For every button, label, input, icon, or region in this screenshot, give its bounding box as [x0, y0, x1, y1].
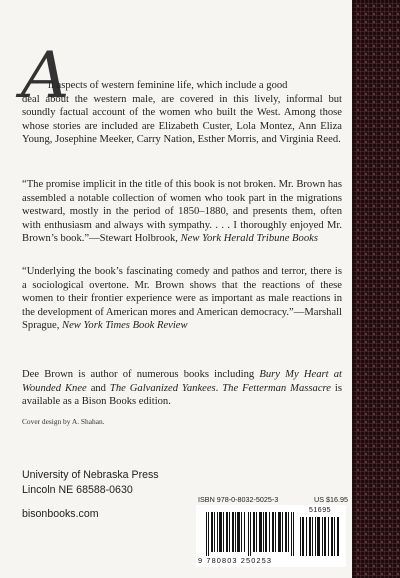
book-title: The Galvanized Yankees — [109, 382, 216, 394]
price-label: US $16.95 — [314, 495, 348, 504]
review-quote-text: “The promise implicit in the title of this book is not broken. Mr. Brown has assembled a notable collection of women who took part in the migrations westward, mostly in the period of 1850–1880, and presents them, often with enthusiasm and always with sympathy. . . . I thoroughly enjoyed Mr. Brown’s book.”—Stewart Holbrook, — [22, 179, 342, 245]
author-bio-text: and — [90, 382, 106, 394]
review-quote-holbrook — [22, 178, 342, 246]
review-quote-sprague — [22, 265, 342, 333]
book-title: Bury My Heart at Wounded Knee — [22, 369, 342, 394]
book-title: The Fetterman Massacre — [222, 382, 331, 394]
author-bio-paragraph — [22, 368, 342, 409]
publisher-block — [22, 468, 159, 522]
description-paragraph — [22, 79, 342, 147]
barcode — [196, 505, 346, 567]
publisher-name: University of Nebraska Press — [22, 469, 159, 481]
barcode-main-bars — [206, 512, 294, 556]
barcode-addon-bars — [300, 517, 340, 556]
description-first-line: ll aspects of western feminine life, which include a good — [48, 80, 288, 91]
publisher-address: Lincoln NE 68588-0630 — [22, 484, 133, 496]
decorative-pattern-band — [352, 0, 400, 578]
author-bio-text: Dee Brown is author of numerous books including — [22, 369, 255, 380]
isbn-number: ISBN 978-0-8032-5025-3 — [198, 495, 279, 504]
publisher-website: bisonbooks.com — [22, 508, 99, 520]
review-quote-text: “Underlying the book’s fascinating comedy and pathos and terror, there is a sociological overtone. Mr. Brown shows that the reactions of these women to their frontier experience were as important as male reactions in the development of American mores and American democracy.”—Marshall Sprague, — [22, 266, 342, 332]
review-source: New York Herald Tribune Books — [180, 233, 318, 245]
description-rest: deal about the western male, are covered in this lively, informal but soundly factual account of the women who built the West. Among those whose stories are included are Elizabeth Custer, Lola Montez, Ann Eliza Young, Josephine Meeker, Carry Nation, Esther Morris, and Virginia Reed. — [22, 93, 342, 146]
isbn-price-line — [198, 495, 348, 504]
author-bio-text: is available as a Bison Books edition. — [22, 382, 342, 408]
cover-design-credit: Cover design by A. Shahan. — [22, 417, 105, 426]
barcode-digits: 9 780803 250253 — [198, 556, 273, 565]
barcode-addon-number: 51695 — [309, 507, 331, 514]
drop-cap-letter: A — [20, 39, 70, 113]
review-source: New York Times Book Review — [62, 320, 188, 332]
author-bio-text: . — [215, 382, 219, 394]
